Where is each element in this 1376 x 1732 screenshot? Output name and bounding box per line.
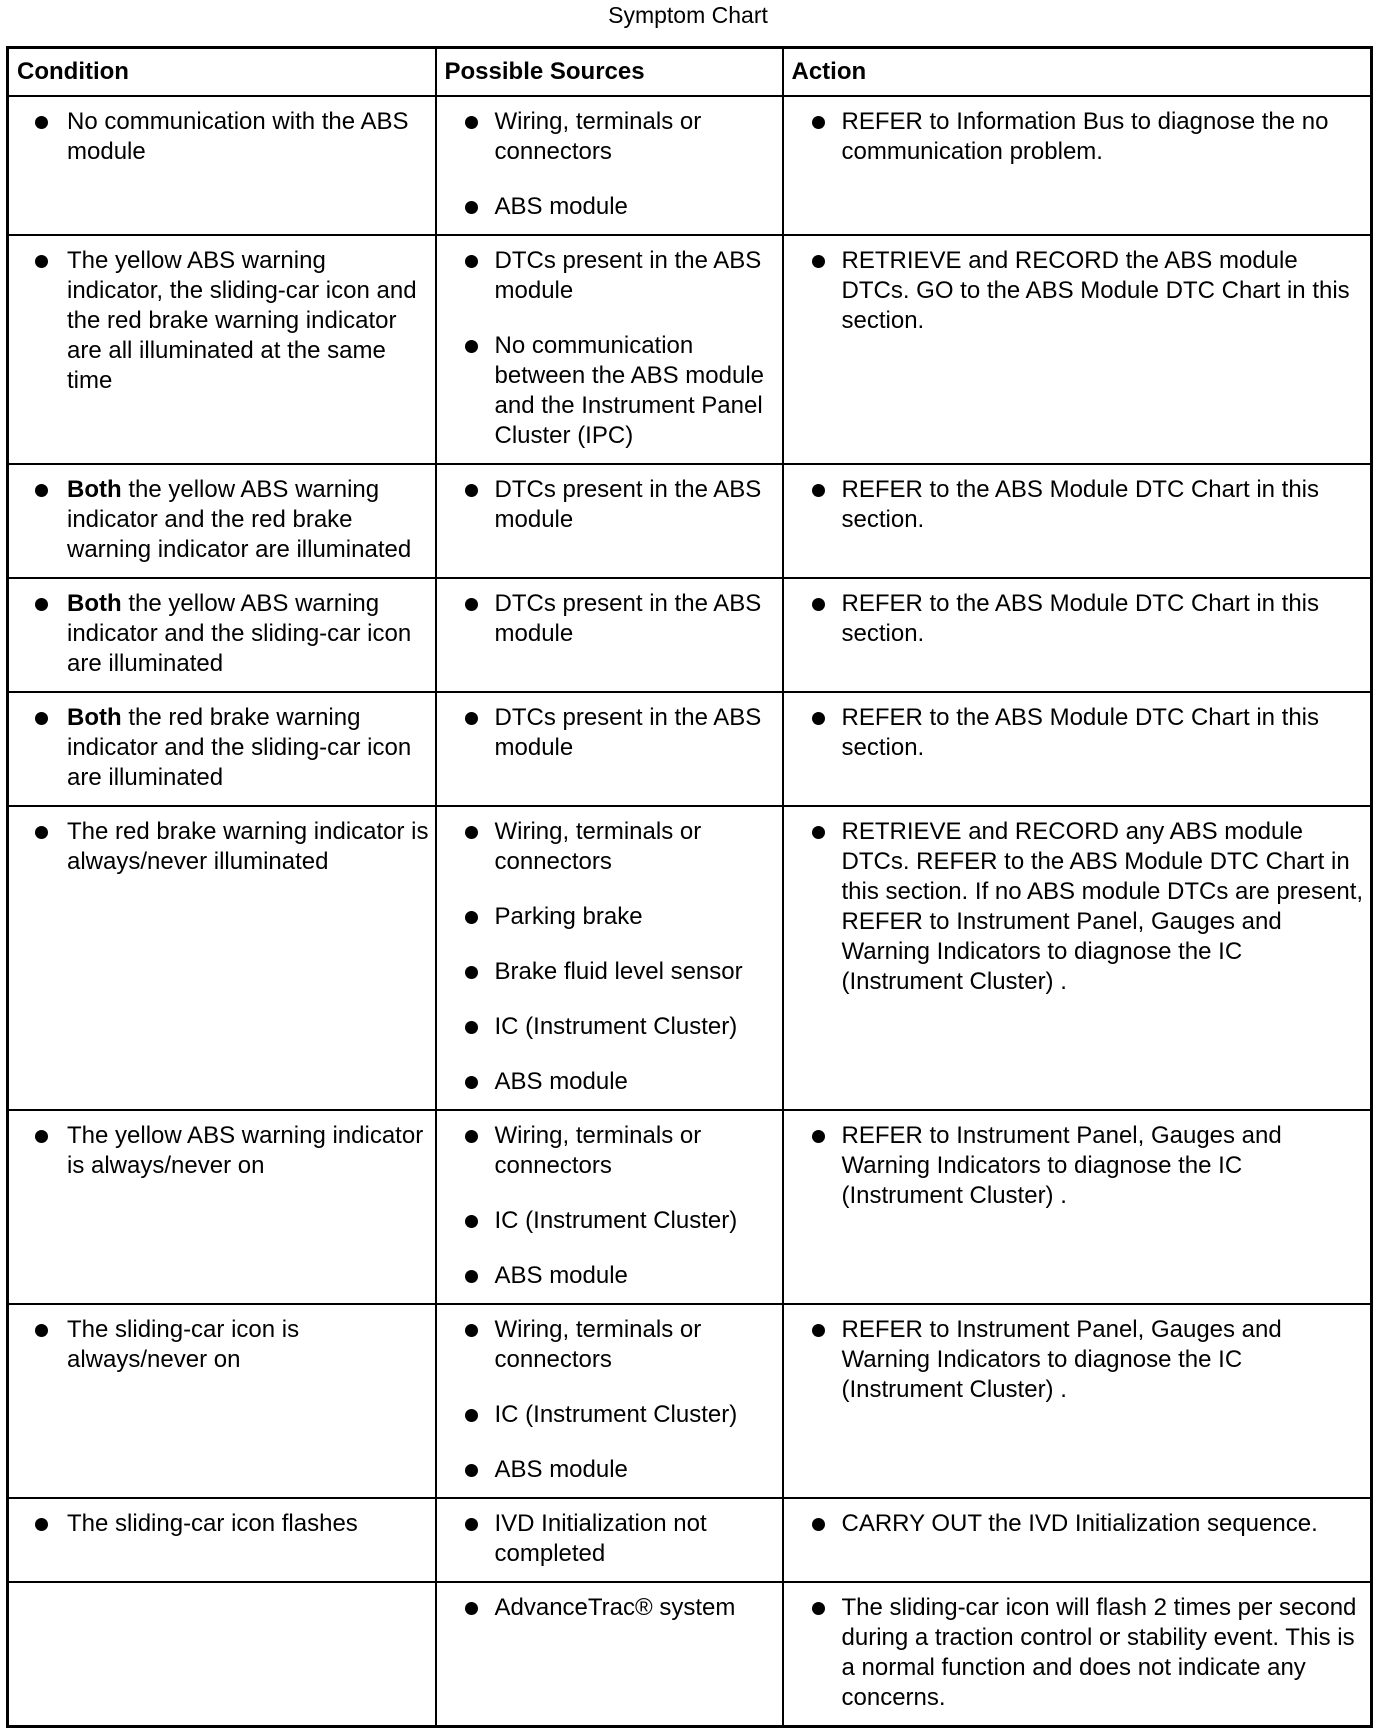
action-text: REFER to Instrument Panel, Gauges and Warning Indicators to diagnose the IC (Instrument Cluster) . — [841, 1316, 1282, 1403]
symptom-table — [6, 46, 1373, 1728]
bullet-icon — [465, 1130, 478, 1143]
source-cell — [436, 1582, 783, 1727]
source-item — [437, 1315, 782, 1375]
bullet-icon — [465, 1215, 478, 1228]
condition-cell — [8, 464, 436, 578]
bullet-icon — [812, 1518, 825, 1531]
action-text: The sliding-car icon will flash 2 times per second during a traction control or stability event. This is a normal function and does not indicate any concerns. — [841, 1594, 1357, 1711]
bullet-icon — [35, 116, 48, 129]
table-row — [8, 96, 1372, 235]
action-cell — [783, 96, 1372, 235]
bullet-icon — [465, 484, 478, 497]
source-item — [437, 1067, 782, 1097]
action-item — [784, 1121, 1371, 1211]
action-cell — [783, 1582, 1372, 1727]
source-cell — [436, 464, 783, 578]
action-cell — [783, 1304, 1372, 1498]
bullet-icon — [812, 255, 825, 268]
bullet-icon — [812, 1130, 825, 1143]
action-item — [784, 246, 1371, 336]
condition-text: The red brake warning indicator is always/never illuminated — [67, 818, 429, 875]
source-text: ABS module — [494, 1456, 628, 1483]
header-row — [8, 48, 1372, 97]
header-action: Action — [783, 48, 1372, 97]
action-item — [784, 817, 1371, 997]
action-cell — [783, 464, 1372, 578]
source-text: DTCs present in the ABS module — [494, 704, 762, 761]
bullet-icon — [35, 826, 48, 839]
condition-text: No communication with the ABS module — [67, 108, 409, 165]
condition-text: The yellow ABS warning indicator, the sliding-car icon and the red brake warning indicator are all illuminated at the same time — [67, 247, 417, 394]
bullet-icon — [465, 1021, 478, 1034]
source-item — [437, 703, 782, 763]
table-row — [8, 1110, 1372, 1304]
condition-emphasis: Both — [67, 590, 122, 617]
source-item — [437, 957, 782, 987]
condition-item — [9, 589, 435, 679]
bullet-icon — [35, 1324, 48, 1337]
bullet-icon — [465, 255, 478, 268]
action-text: REFER to the ABS Module DTC Chart in this section. — [841, 476, 1320, 533]
action-text: RETRIEVE and RECORD any ABS module DTCs. REFER to the ABS Module DTC Chart in this section. If no ABS module DTCs are present, REFER to Instrument Panel, Gauges and Warning Indicators to diagnose the IC (Instrument Cluster) . — [841, 818, 1364, 995]
action-text: REFER to Information Bus to diagnose the no communication problem. — [841, 108, 1329, 165]
source-text: AdvanceTrac® system — [494, 1594, 736, 1621]
header-condition: Condition — [8, 48, 436, 97]
bullet-icon — [812, 116, 825, 129]
source-text: Wiring, terminals or connectors — [494, 108, 702, 165]
condition-item — [9, 475, 435, 565]
chart-title: Symptom Chart — [608, 2, 768, 28]
source-text: IC (Instrument Cluster) — [494, 1401, 738, 1428]
bullet-icon — [465, 201, 478, 214]
source-item — [437, 1509, 782, 1569]
source-text: DTCs present in the ABS module — [494, 590, 762, 647]
action-item — [784, 1315, 1371, 1405]
source-item — [437, 1400, 782, 1430]
bullet-icon — [35, 255, 48, 268]
source-item — [437, 1012, 782, 1042]
condition-cell — [8, 1304, 436, 1498]
condition-text: the yellow ABS warning indicator and the red brake warning indicator are illuminated — [67, 476, 412, 563]
action-text: REFER to the ABS Module DTC Chart in this section. — [841, 590, 1320, 647]
source-item — [437, 817, 782, 877]
table-row — [8, 1304, 1372, 1498]
action-text: REFER to the ABS Module DTC Chart in this section. — [841, 704, 1320, 761]
source-text: Wiring, terminals or connectors — [494, 1316, 702, 1373]
action-cell — [783, 1110, 1372, 1304]
header-possible-sources: Possible Sources — [436, 48, 783, 97]
source-cell — [436, 692, 783, 806]
source-item — [437, 331, 782, 451]
condition-text: The sliding-car icon is always/never on — [67, 1316, 300, 1373]
source-cell — [436, 806, 783, 1110]
bullet-icon — [35, 712, 48, 725]
table-row — [8, 1582, 1372, 1727]
condition-item — [9, 1509, 435, 1539]
condition-cell — [8, 692, 436, 806]
action-item — [784, 107, 1371, 167]
source-item — [437, 1206, 782, 1236]
table-row — [8, 806, 1372, 1110]
condition-emphasis: Both — [67, 476, 122, 503]
source-text: IC (Instrument Cluster) — [494, 1207, 738, 1234]
bullet-icon — [812, 1324, 825, 1337]
source-text: DTCs present in the ABS module — [494, 476, 762, 533]
bullet-icon — [35, 1518, 48, 1531]
source-text: IVD Initialization not completed — [494, 1510, 707, 1567]
source-item — [437, 589, 782, 649]
condition-item — [9, 1315, 435, 1375]
bullet-icon — [465, 966, 478, 979]
condition-text: the yellow ABS warning indicator and the sliding-car icon are illuminated — [67, 590, 412, 677]
action-text: CARRY OUT the IVD Initialization sequence. — [841, 1510, 1318, 1537]
condition-text: the red brake warning indicator and the sliding-car icon are illuminated — [67, 704, 412, 791]
table-row — [8, 1498, 1372, 1582]
source-text: ABS module — [494, 1068, 628, 1095]
action-cell — [783, 692, 1372, 806]
source-text: No communication between the ABS module and the Instrument Panel Cluster (IPC) — [494, 332, 765, 449]
source-text: ABS module — [494, 1262, 628, 1289]
action-item — [784, 1593, 1371, 1713]
condition-cell — [8, 1582, 436, 1727]
action-cell — [783, 578, 1372, 692]
bullet-icon — [35, 484, 48, 497]
action-item — [784, 589, 1371, 649]
bullet-icon — [465, 1409, 478, 1422]
source-item — [437, 1121, 782, 1181]
bullet-icon — [812, 826, 825, 839]
condition-cell — [8, 1110, 436, 1304]
condition-item — [9, 246, 435, 396]
source-cell — [436, 235, 783, 464]
source-text: ABS module — [494, 193, 628, 220]
bullet-icon — [465, 1518, 478, 1531]
bullet-icon — [812, 712, 825, 725]
source-text: Brake fluid level sensor — [494, 958, 743, 985]
source-item — [437, 107, 782, 167]
condition-item — [9, 703, 435, 793]
condition-cell — [8, 806, 436, 1110]
condition-item — [9, 817, 435, 877]
bullet-icon — [465, 1324, 478, 1337]
table-row — [8, 578, 1372, 692]
source-item — [437, 1261, 782, 1291]
condition-cell — [8, 96, 436, 235]
bullet-icon — [465, 1602, 478, 1615]
bullet-icon — [465, 826, 478, 839]
source-text: Parking brake — [494, 903, 643, 930]
bullet-icon — [465, 116, 478, 129]
source-item — [437, 192, 782, 222]
condition-text: The yellow ABS warning indicator is always/never on — [67, 1122, 424, 1179]
bullet-icon — [465, 340, 478, 353]
source-cell — [436, 1498, 783, 1582]
action-cell — [783, 235, 1372, 464]
source-text: IC (Instrument Cluster) — [494, 1013, 738, 1040]
table-row — [8, 464, 1372, 578]
source-cell — [436, 578, 783, 692]
source-text: Wiring, terminals or connectors — [494, 1122, 702, 1179]
table-row — [8, 235, 1372, 464]
source-text: DTCs present in the ABS module — [494, 247, 762, 304]
source-cell — [436, 96, 783, 235]
action-item — [784, 475, 1371, 535]
source-item — [437, 902, 782, 932]
source-cell — [436, 1110, 783, 1304]
action-item — [784, 1509, 1371, 1539]
source-item — [437, 246, 782, 306]
bullet-icon — [465, 1270, 478, 1283]
action-text: REFER to Instrument Panel, Gauges and Warning Indicators to diagnose the IC (Instrument Cluster) . — [841, 1122, 1282, 1209]
action-item — [784, 703, 1371, 763]
condition-cell — [8, 578, 436, 692]
bullet-icon — [812, 484, 825, 497]
condition-text: The sliding-car icon flashes — [67, 1510, 358, 1537]
table-row — [8, 692, 1372, 806]
bullet-icon — [35, 1130, 48, 1143]
bullet-icon — [812, 598, 825, 611]
condition-cell — [8, 1498, 436, 1582]
table-body — [8, 96, 1372, 1727]
source-text: Wiring, terminals or connectors — [494, 818, 702, 875]
condition-cell — [8, 235, 436, 464]
bullet-icon — [465, 1464, 478, 1477]
bullet-icon — [35, 598, 48, 611]
condition-emphasis: Both — [67, 704, 122, 731]
source-item — [437, 1455, 782, 1485]
action-text: RETRIEVE and RECORD the ABS module DTCs. GO to the ABS Module DTC Chart in this section. — [841, 247, 1350, 334]
bullet-icon — [812, 1602, 825, 1615]
condition-item — [9, 1121, 435, 1181]
source-item — [437, 1593, 782, 1623]
condition-item — [9, 107, 435, 167]
source-item — [437, 475, 782, 535]
action-cell — [783, 806, 1372, 1110]
bullet-icon — [465, 598, 478, 611]
bullet-icon — [465, 712, 478, 725]
bullet-icon — [465, 911, 478, 924]
bullet-icon — [465, 1076, 478, 1089]
source-cell — [436, 1304, 783, 1498]
action-cell — [783, 1498, 1372, 1582]
